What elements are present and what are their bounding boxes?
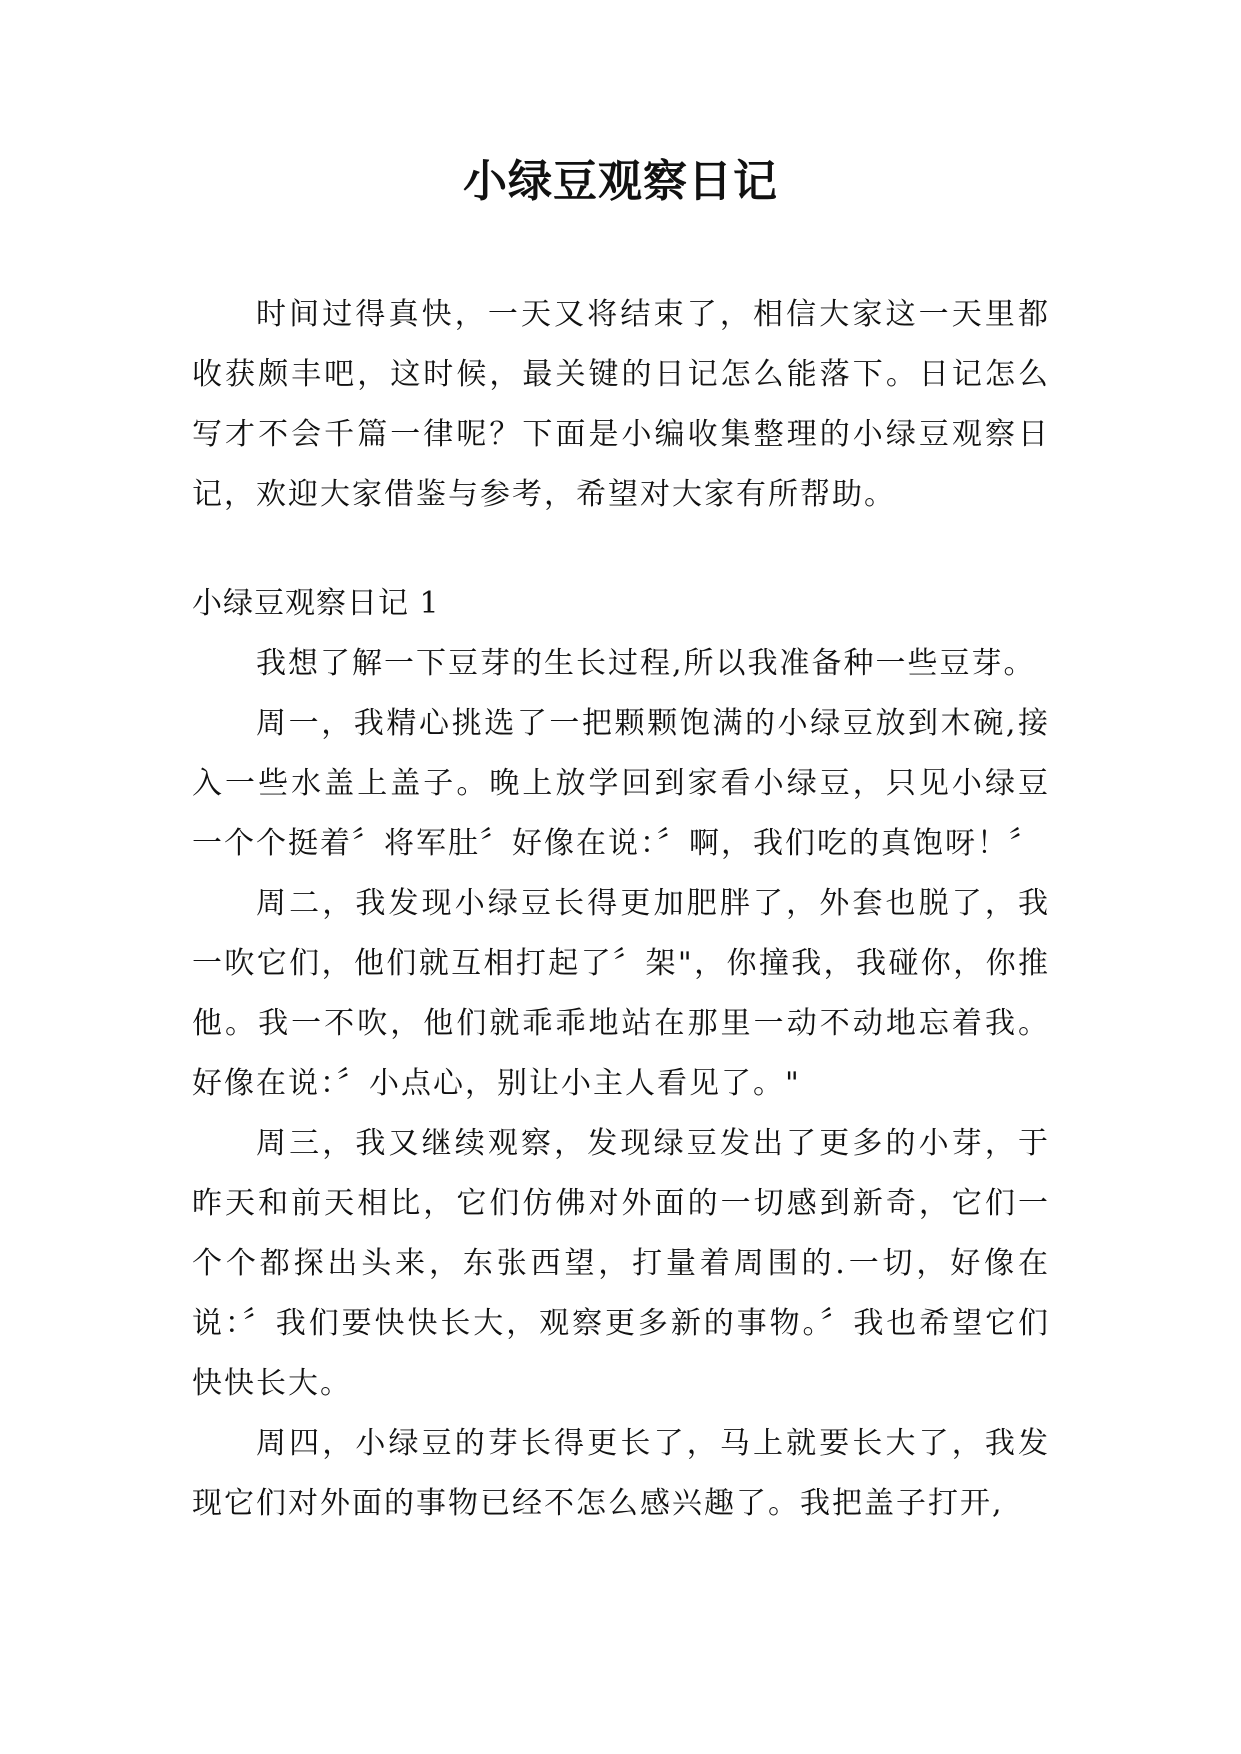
diary-paragraph: 周三，我又继续观察，发现绿豆发出了更多的小芽，于昨天和前天相比，它们仿佛对外面的一切感到新奇，它们一个个都探出头来，东张西望，打量着周围的.一切，好像在说：〞我们要快快长大，观察更多新的事物。〞我也希望它们快快长大。 bbox=[192, 1126, 1050, 1401]
diary-entries bbox=[192, 634, 1050, 1534]
diary-paragraph: 周一，我精心挑选了一把颗颗饱满的小绿豆放到木碗,接入一些水盖上盖子。晚上放学回到家看小绿豆，只见小绿豆一个个挺着〞将军肚〞好像在说：〞啊，我们吃的真饱呀！〞 bbox=[192, 706, 1050, 861]
section-heading: 小绿豆观察日记 1 bbox=[192, 586, 440, 621]
diary-paragraph: 周四，小绿豆的芽长得更长了，马上就要长大了，我发现它们对外面的事物已经不怎么感兴趣了。我把盖子打开, bbox=[192, 1426, 1050, 1521]
diary-paragraph: 周二，我发现小绿豆长得更加肥胖了，外套也脱了，我一吹它们，他们就互相打起了〞架"，你撞我，我碰你，你推他。我一不吹，他们就乖乖地站在那里一动不动地忘着我。好像在说：〞小点心，别让小主人看见了。" bbox=[192, 886, 1050, 1101]
document-title: 小绿豆观察日记 bbox=[463, 156, 778, 207]
diary-paragraph: 我想了解一下豆芽的生长过程,所以我准备种一些豆芽。 bbox=[256, 646, 1036, 681]
intro-paragraph: 时间过得真快，一天又将结束了，相信大家这一天里都收获颇丰吧，这时候，最关键的日记怎么能落下。日记怎么写才不会千篇一律呢？下面是小编收集整理的小绿豆观察日记，欢迎大家借鉴与参考，希望对大家有所帮助。 bbox=[192, 297, 1050, 512]
intro-block bbox=[192, 285, 1050, 525]
